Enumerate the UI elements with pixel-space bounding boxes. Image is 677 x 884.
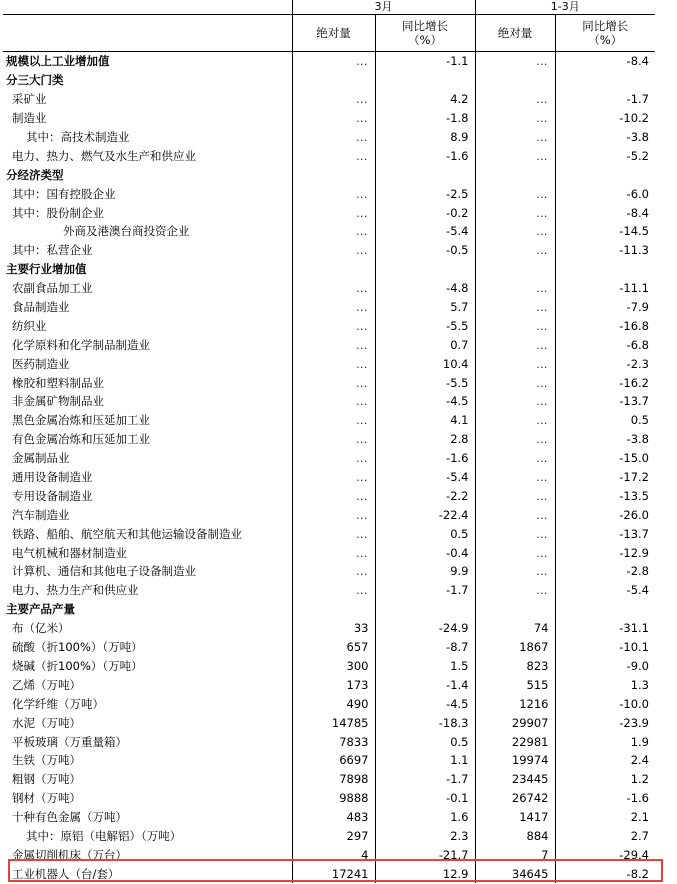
q1-absolute: … [475,392,555,411]
q1-yoy: -5.2 [555,146,655,165]
q1-yoy: -3.8 [555,430,655,449]
row-label: 专用设备制造业 [12,488,93,503]
march-yoy: 4.1 [375,411,475,430]
q1-yoy: -2.3 [555,354,655,373]
table-row [3,316,655,335]
march-yoy: -2.5 [375,184,475,203]
q1-yoy: -15.0 [555,449,655,468]
q1-absolute: … [475,279,555,298]
q1-absolute: 1867 [475,638,555,657]
table-row [3,222,655,241]
row-label: 黑色金属冶炼和压延加工业 [12,413,150,428]
q1-absolute: … [475,354,555,373]
row-label: 橡胶和塑料制品业 [12,375,104,390]
q1-yoy: -16.2 [555,373,655,392]
q1-absolute: … [475,52,555,71]
table-row [3,411,655,430]
row-label: 农副食品加工业 [12,281,93,296]
q1-yoy: -8.4 [555,203,655,222]
q1-absolute: … [475,109,555,128]
header-blank [3,15,292,52]
q1-yoy: -9.0 [555,657,655,676]
q1-yoy: -12.9 [555,543,655,562]
row-label: 金属切削机床（万台） [12,847,127,862]
q1-yoy: -13.5 [555,486,655,505]
row-label: 工业机器人（台/套） [12,866,120,881]
q1-absolute: 26742 [475,789,555,808]
table-row [3,751,655,770]
row-label: 水泥（万吨） [12,715,81,730]
header-yoy-line1: 同比增长 [582,19,629,33]
march-absolute: 7898 [292,770,375,789]
march-yoy: -0.4 [375,543,475,562]
row-label: 其中：股份制企业 [12,205,104,220]
period-header-row [3,0,655,15]
march-yoy: 10.4 [375,354,475,373]
table-row [3,694,655,713]
table-row [3,827,655,846]
table-row [3,600,655,619]
q1-absolute: 19974 [475,751,555,770]
header-yoy-line2: （%） [588,33,623,47]
q1-yoy: -16.8 [555,316,655,335]
march-yoy: -0.2 [375,203,475,222]
march-absolute: 657 [292,638,375,657]
q1-absolute: 22981 [475,732,555,751]
q1-absolute: … [475,128,555,147]
march-yoy: 9.9 [375,562,475,581]
header-abs-q1: 绝对量 [475,15,555,52]
q1-yoy: -13.7 [555,524,655,543]
row-label: 化学原料和化学制品制造业 [12,337,150,352]
row-label: 采矿业 [12,92,47,107]
row-label: 分三大门类 [6,73,64,88]
march-yoy: 4.2 [375,90,475,109]
q1-absolute: … [475,146,555,165]
table-row [3,279,655,298]
table-row [3,335,655,354]
q1-yoy: -23.9 [555,713,655,732]
row-label: 平板玻璃（万重量箱） [12,734,127,749]
q1-yoy: -5.4 [555,581,655,600]
row-label: 有色金属冶炼和压延加工业 [12,432,150,447]
march-yoy: -1.1 [375,52,475,71]
march-yoy: 2.8 [375,430,475,449]
industrial-statistics-table [3,0,655,883]
table-row [3,486,655,505]
row-label: 电力、热力生产和供应业 [12,583,139,598]
q1-absolute: … [475,468,555,487]
q1-yoy: -8.2 [555,864,655,883]
table-body [3,52,655,884]
q1-absolute: … [475,241,555,260]
march-absolute: … [292,392,375,411]
q1-absolute: … [475,203,555,222]
march-absolute: … [292,335,375,354]
header-yoy-line1: 同比增长 [402,19,448,33]
table-row [3,789,655,808]
march-absolute: 173 [292,675,375,694]
q1-absolute: 823 [475,657,555,676]
march-yoy: 2.3 [375,827,475,846]
q1-yoy: -6.8 [555,335,655,354]
table-row [3,165,655,184]
march-absolute [292,600,375,619]
march-absolute: … [292,486,375,505]
row-label: 制造业 [12,111,47,126]
march-absolute: … [292,543,375,562]
march-yoy: -1.4 [375,675,475,694]
march-yoy: -18.3 [375,713,475,732]
march-absolute: 490 [292,694,375,713]
q1-absolute: 515 [475,675,555,694]
q1-absolute [475,260,555,279]
q1-absolute: … [475,222,555,241]
march-absolute: … [292,411,375,430]
march-absolute: 7833 [292,732,375,751]
q1-yoy [555,165,655,184]
table-row [3,449,655,468]
q1-yoy [555,600,655,619]
q1-absolute [475,71,555,90]
row-label: 化学纤维（万吨） [12,696,104,711]
march-absolute: … [292,90,375,109]
q1-yoy: 2.4 [555,751,655,770]
table-row [3,128,655,147]
march-yoy: -21.7 [375,845,475,864]
row-label: 生铁（万吨） [12,753,81,768]
row-label: 其中：高技术制造业 [26,130,130,144]
q1-yoy: -26.0 [555,505,655,524]
march-absolute: 33 [292,619,375,638]
row-label: 十种有色金属（万吨） [12,810,127,825]
header-abs-march: 绝对量 [292,15,375,52]
q1-yoy: -29.4 [555,845,655,864]
march-absolute: 14785 [292,713,375,732]
table-row [3,241,655,260]
row-label: 硫酸（折100%）（万吨） [12,640,143,655]
table-row [3,298,655,317]
row-label: 汽车制造业 [12,507,70,522]
q1-absolute: … [475,298,555,317]
row-label: 其中：私营企业 [12,243,93,258]
row-label: 布（亿米） [12,621,70,636]
q1-yoy [555,71,655,90]
row-label: 烧碱（折100%）（万吨） [12,658,143,673]
march-yoy: -5.5 [375,373,475,392]
march-absolute: 297 [292,827,375,846]
march-yoy: 12.9 [375,864,475,883]
q1-yoy: -31.1 [555,619,655,638]
q1-yoy: 2.1 [555,808,655,827]
q1-yoy: 1.3 [555,675,655,694]
q1-yoy: -14.5 [555,222,655,241]
row-label: 外商及港澳台商投资企业 [63,224,190,239]
march-yoy: -5.4 [375,468,475,487]
q1-yoy: -11.1 [555,279,655,298]
row-label: 计算机、通信和其他电子设备制造业 [12,564,196,579]
march-yoy: 0.5 [375,732,475,751]
march-yoy: 1.5 [375,657,475,676]
table-row [3,562,655,581]
march-yoy: -4.5 [375,392,475,411]
table-row [3,581,655,600]
march-yoy: -2.2 [375,486,475,505]
q1-yoy: 0.5 [555,411,655,430]
table-row [3,184,655,203]
table-row [3,430,655,449]
row-label: 食品制造业 [12,300,70,315]
table-row [3,543,655,562]
march-absolute: … [292,373,375,392]
march-yoy: -1.7 [375,770,475,789]
row-label: 主要行业增加值 [6,262,87,277]
q1-yoy: -11.3 [555,241,655,260]
march-absolute: 6697 [292,751,375,770]
q1-yoy: -10.0 [555,694,655,713]
q1-absolute: 884 [475,827,555,846]
q1-absolute: … [475,430,555,449]
march-yoy: -0.5 [375,241,475,260]
march-yoy: 0.7 [375,335,475,354]
q1-yoy: 1.9 [555,732,655,751]
table-row [3,468,655,487]
q1-yoy [555,260,655,279]
row-label: 非金属矿物制品业 [12,394,104,409]
table-row [3,109,655,128]
header-period-q1: 1-3月 [475,0,655,15]
row-label: 金属制品业 [12,451,70,466]
march-absolute: … [292,316,375,335]
header-blank [3,0,292,15]
q1-yoy: -6.0 [555,184,655,203]
march-yoy: 8.9 [375,128,475,147]
table-row [3,146,655,165]
march-absolute: … [292,184,375,203]
march-yoy: 0.5 [375,524,475,543]
march-absolute: 483 [292,808,375,827]
row-label: 电力、热力、燃气及水生产和供应业 [12,148,196,163]
row-label: 其中：国有控股企业 [12,186,116,201]
march-absolute: … [292,146,375,165]
march-absolute: … [292,128,375,147]
table-row [3,675,655,694]
q1-absolute: … [475,524,555,543]
header-yoy-march [375,15,475,52]
row-label: 钢材（万吨） [12,791,81,806]
march-absolute: … [292,109,375,128]
q1-absolute: … [475,543,555,562]
row-label: 规模以上工业增加值 [6,54,110,69]
q1-absolute: … [475,411,555,430]
q1-yoy: -8.4 [555,52,655,71]
march-yoy: -8.7 [375,638,475,657]
q1-absolute [475,165,555,184]
march-absolute: … [292,203,375,222]
march-absolute: … [292,449,375,468]
table-row [3,808,655,827]
march-yoy: -1.7 [375,581,475,600]
table-row [3,52,655,71]
q1-yoy: -1.6 [555,789,655,808]
q1-absolute: 1417 [475,808,555,827]
march-yoy: 5.7 [375,298,475,317]
march-yoy: -1.6 [375,146,475,165]
q1-yoy: 2.7 [555,827,655,846]
march-absolute: … [292,52,375,71]
row-label: 铁路、船舶、航空航天和其他运输设备制造业 [12,526,242,541]
march-yoy [375,71,475,90]
march-yoy: -24.9 [375,619,475,638]
march-yoy [375,600,475,619]
march-absolute: 9888 [292,789,375,808]
march-yoy: -4.8 [375,279,475,298]
q1-absolute: 7 [475,845,555,864]
q1-absolute: 1216 [475,694,555,713]
march-absolute [292,71,375,90]
march-absolute: 300 [292,657,375,676]
column-header-row [3,15,655,52]
table-row [3,71,655,90]
march-absolute: … [292,298,375,317]
q1-absolute: 74 [475,619,555,638]
row-label: 电气机械和器材制造业 [12,545,127,560]
march-yoy: -5.4 [375,222,475,241]
q1-yoy: -3.8 [555,128,655,147]
row-label: 分经济类型 [6,167,64,182]
q1-yoy: -13.7 [555,392,655,411]
table-row [3,373,655,392]
q1-yoy: 1.2 [555,770,655,789]
march-absolute: … [292,241,375,260]
march-absolute: 4 [292,845,375,864]
q1-absolute [475,600,555,619]
table-row [3,203,655,222]
table-row [3,505,655,524]
row-label: 主要产品产量 [6,602,75,617]
table-row [3,638,655,657]
header-yoy-q1 [555,15,655,52]
q1-absolute: 23445 [475,770,555,789]
q1-absolute: … [475,486,555,505]
q1-absolute: 34645 [475,864,555,883]
march-yoy: -1.6 [375,449,475,468]
march-yoy [375,260,475,279]
q1-yoy: -1.7 [555,90,655,109]
table-row [3,524,655,543]
march-absolute: … [292,279,375,298]
table-row [3,260,655,279]
row-label: 医药制造业 [12,356,70,371]
q1-absolute: … [475,184,555,203]
table-row [3,770,655,789]
march-yoy: 1.6 [375,808,475,827]
q1-absolute: … [475,562,555,581]
q1-absolute: 29907 [475,713,555,732]
table-row [3,392,655,411]
q1-yoy: -7.9 [555,298,655,317]
q1-absolute: … [475,90,555,109]
row-label: 乙烯（万吨） [12,677,81,692]
q1-yoy: -10.2 [555,109,655,128]
q1-absolute: … [475,335,555,354]
march-absolute: … [292,562,375,581]
march-yoy: -22.4 [375,505,475,524]
row-label: 其中：原铝（电解铝）（万吨） [26,828,182,843]
march-yoy: -5.5 [375,316,475,335]
row-label: 粗钢（万吨） [12,772,81,787]
march-absolute: … [292,354,375,373]
march-absolute: … [292,505,375,524]
q1-absolute: … [475,449,555,468]
march-yoy: 1.1 [375,751,475,770]
row-label: 纺织业 [12,318,47,333]
table-row [3,657,655,676]
q1-yoy: -17.2 [555,468,655,487]
march-absolute: … [292,468,375,487]
table-row [3,90,655,109]
q1-absolute: … [475,373,555,392]
table-row [3,845,655,864]
march-absolute [292,260,375,279]
table-row [3,713,655,732]
q1-yoy: -2.8 [555,562,655,581]
table-row [3,864,655,883]
q1-absolute: … [475,316,555,335]
header-period-march: 3月 [292,0,475,15]
march-yoy [375,165,475,184]
march-yoy: -0.1 [375,789,475,808]
table-row [3,354,655,373]
march-absolute: … [292,581,375,600]
march-absolute: 17241 [292,864,375,883]
march-absolute: … [292,524,375,543]
q1-absolute: … [475,505,555,524]
q1-absolute: … [475,581,555,600]
march-absolute: … [292,222,375,241]
q1-yoy: -10.1 [555,638,655,657]
row-label: 通用设备制造业 [12,470,93,485]
table-row [3,619,655,638]
march-absolute [292,165,375,184]
table-row [3,732,655,751]
march-absolute: … [292,430,375,449]
header-yoy-line2: （%） [408,33,442,47]
march-yoy: -1.8 [375,109,475,128]
march-yoy: -4.5 [375,694,475,713]
